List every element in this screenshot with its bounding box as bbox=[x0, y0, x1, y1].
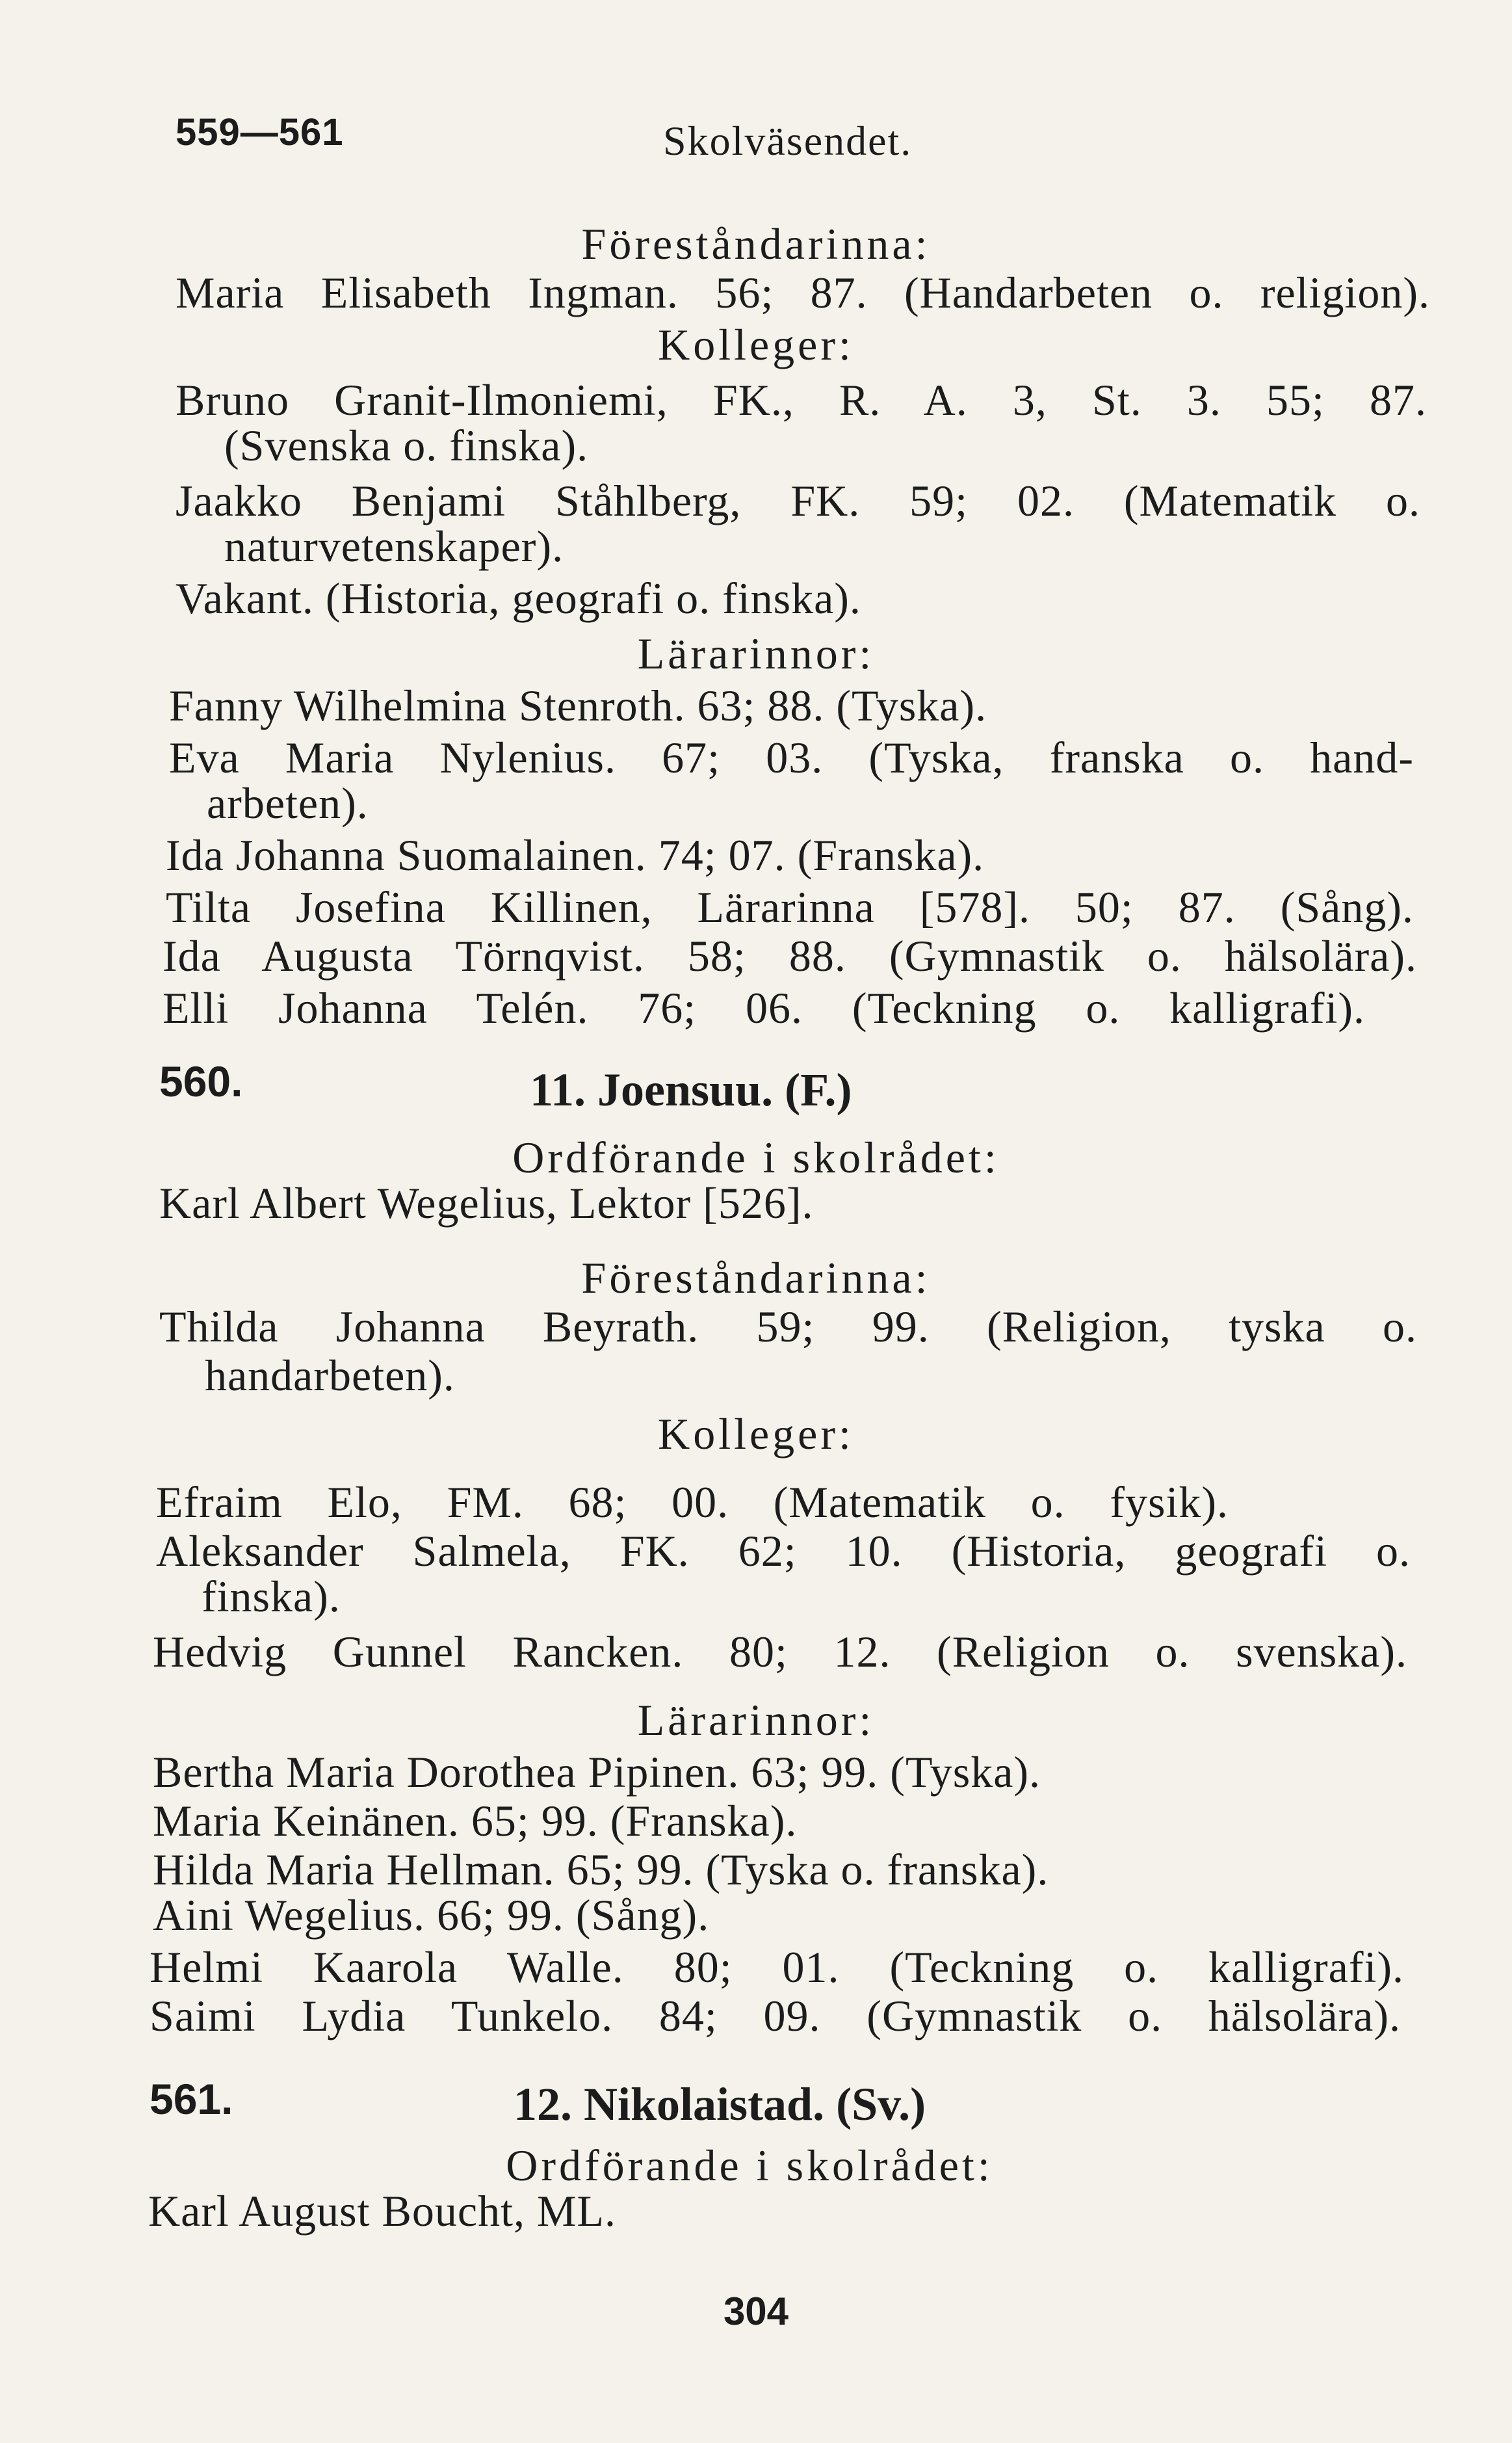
text-line: finska). bbox=[202, 1572, 341, 1621]
subheading-forestandarinna: Föreståndarinna: bbox=[581, 219, 931, 269]
header-range: 559—561 bbox=[176, 111, 344, 153]
text-line: Hilda Maria Hellman. 65; 99. (Tyska o. franska). bbox=[153, 1845, 1049, 1894]
text-line: handarbeten). bbox=[205, 1351, 455, 1400]
text-line: (Svenska o. finska). bbox=[224, 421, 589, 470]
subheading-lararinnor: Lärarinnor: bbox=[637, 629, 875, 678]
text-line: Maria Elisabeth Ingman. 56; 87. (Handarbeten o. religion). bbox=[176, 268, 1430, 317]
text-line: Hedvig Gunnel Rancken. 80; 12. (Religion o. svenska). bbox=[153, 1627, 1407, 1676]
text-line: Jaakko Benjami Ståhlberg, FK. 59; 02. (Matematik o. bbox=[176, 476, 1420, 525]
text-line: Karl Albert Wegelius, Lektor [526]. bbox=[159, 1178, 814, 1228]
text-line: Saimi Lydia Tunkelo. 84; 09. (Gymnastik o. hälsolära). bbox=[150, 1991, 1401, 2040]
text-line: arbeten). bbox=[207, 778, 369, 828]
section-number: 561. bbox=[150, 2075, 233, 2123]
header-title: Skolväsendet. bbox=[663, 118, 913, 164]
text-line: Maria Keinänen. 65; 99. (Franska). bbox=[153, 1796, 798, 1845]
subheading-lararinnor: Lärarinnor: bbox=[637, 1695, 875, 1745]
subheading-kolleger: Kolleger: bbox=[658, 1409, 854, 1459]
subheading-ordforande: Ordförande i skolrådet: bbox=[506, 2141, 993, 2190]
subheading-kolleger: Kolleger: bbox=[658, 320, 854, 369]
text-line: Efraim Elo, FM. 68; 00. (Matematik o. fysik). bbox=[156, 1477, 1229, 1527]
subheading-ordforande: Ordförande i skolrådet: bbox=[512, 1133, 1000, 1182]
subheading-forestandarinna: Föreståndarinna: bbox=[581, 1253, 931, 1302]
text-line: Bruno Granit-Ilmoniemi, FK., R. A. 3, St. 3. 55; 87. bbox=[176, 375, 1427, 425]
text-line: Helmi Kaarola Walle. 80; 01. (Teckning o. kalligrafi). bbox=[150, 1942, 1404, 1992]
text-line: Elli Johanna Telén. 76; 06. (Teckning o. kalligrafi). bbox=[163, 983, 1365, 1033]
text-line: Ida Johanna Suomalainen. 74; 07. (Franska). bbox=[166, 830, 985, 880]
text-line: Aleksander Salmela, FK. 62; 10. (Historia, geografi o. bbox=[156, 1526, 1411, 1576]
page-number: 304 bbox=[723, 2290, 789, 2333]
text-line: Vakant. (Historia, geografi o. finska). bbox=[176, 574, 861, 623]
text-line: naturvetenskaper). bbox=[224, 522, 564, 571]
text-line: Ida Augusta Törnqvist. 58; 88. (Gymnastik o. hälsolära). bbox=[163, 931, 1417, 981]
section-number: 560. bbox=[159, 1057, 243, 1105]
text-line: Karl August Boucht, ML. bbox=[148, 2186, 616, 2236]
section-title: 11. Joensuu. (F.) bbox=[530, 1064, 852, 1116]
text-line: Eva Maria Nylenius. 67; 03. (Tyska, franska o. hand- bbox=[169, 733, 1414, 782]
section-title: 12. Nikolaistad. (Sv.) bbox=[514, 2078, 926, 2130]
text-line: Thilda Johanna Beyrath. 59; 99. (Religion, tyska o. bbox=[159, 1302, 1417, 1351]
text-line: Fanny Wilhelmina Stenroth. 63; 88. (Tyska). bbox=[169, 681, 987, 730]
text-line: Bertha Maria Dorothea Pipinen. 63; 99. (Tyska). bbox=[153, 1747, 1041, 1797]
text-line: Aini Wegelius. 66; 99. (Sång). bbox=[153, 1890, 710, 1940]
text-line: Tilta Josefina Killinen, Lärarinna [578]. 50; 87. (Sång). bbox=[166, 882, 1414, 932]
